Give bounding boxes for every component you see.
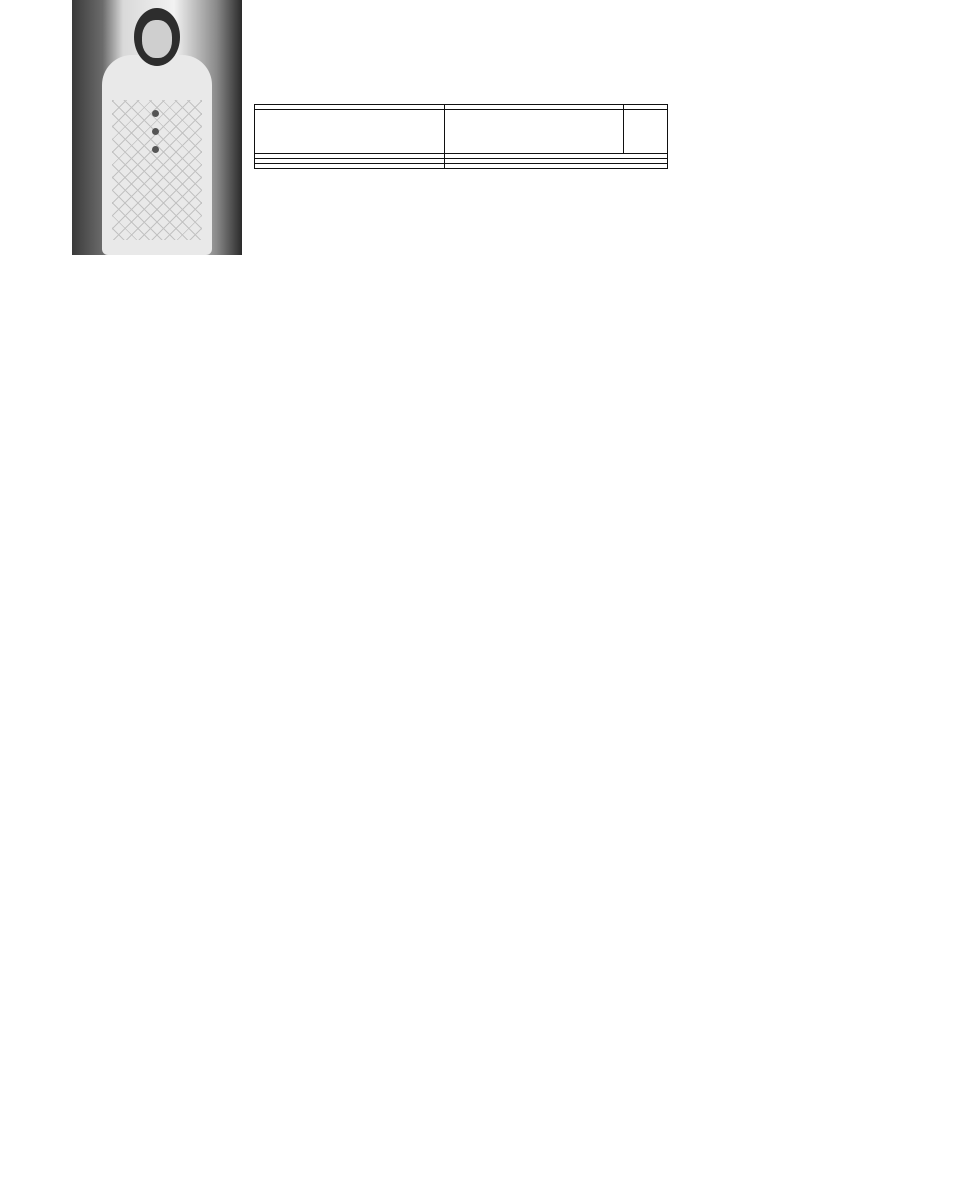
- button-dot: [152, 110, 159, 117]
- color-name: [445, 110, 535, 154]
- materials-table: [254, 104, 668, 169]
- color-number: [534, 110, 624, 154]
- size-label: [255, 164, 445, 169]
- model-face: [142, 20, 172, 58]
- size-value: [445, 164, 668, 169]
- button-dot: [152, 146, 159, 153]
- knitting-chart: [70, 495, 900, 1145]
- amount-value: [624, 110, 668, 154]
- yarn-cell: [255, 110, 445, 154]
- button-dot: [152, 128, 159, 135]
- cardigan-photo: [72, 0, 242, 255]
- lace-pattern-texture: [112, 100, 202, 240]
